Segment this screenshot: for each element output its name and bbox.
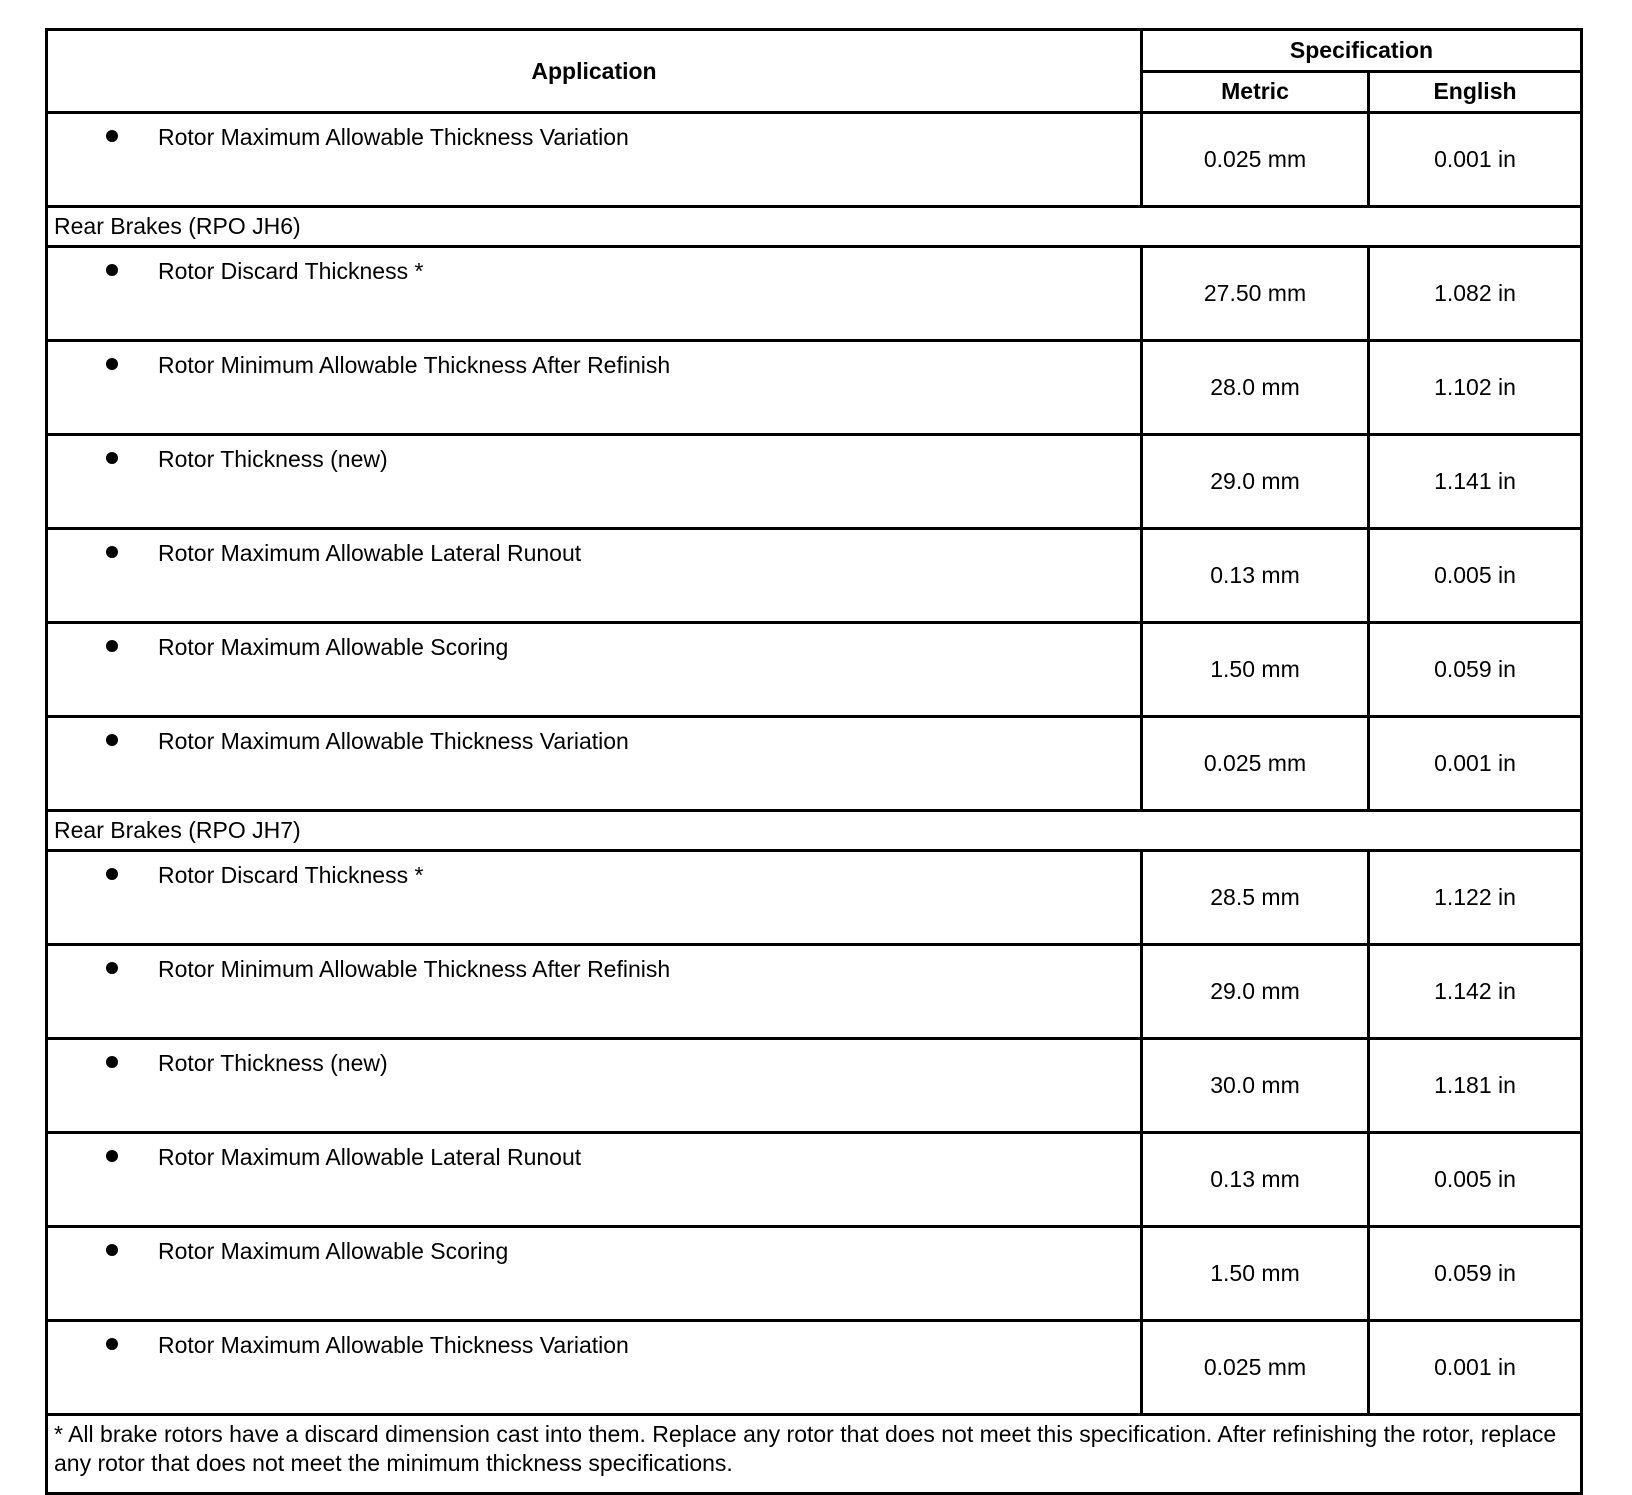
metric-value: 0.025 mm — [1142, 113, 1369, 207]
table-row — [47, 1321, 1582, 1415]
application-cell — [47, 113, 1142, 207]
table-row — [47, 529, 1582, 623]
table-row — [47, 1227, 1582, 1321]
english-value: 0.059 in — [1369, 623, 1582, 717]
table-row — [47, 247, 1582, 341]
table-row — [47, 1039, 1582, 1133]
bullet-icon — [106, 1244, 118, 1256]
table-body — [47, 113, 1582, 1415]
item-label: Rotor Discard Thickness * — [158, 862, 424, 888]
bullet-icon — [106, 264, 118, 276]
bullet-icon — [106, 962, 118, 974]
item-label: Rotor Minimum Allowable Thickness After Refinish — [158, 352, 671, 378]
english-value: 1.122 in — [1369, 851, 1582, 945]
english-value: 1.181 in — [1369, 1039, 1582, 1133]
item-label: Rotor Maximum Allowable Lateral Runout — [158, 1144, 582, 1170]
metric-value: 29.0 mm — [1142, 945, 1369, 1039]
metric-value: 0.025 mm — [1142, 717, 1369, 811]
table-header — [47, 30, 1582, 113]
english-value: 1.142 in — [1369, 945, 1582, 1039]
english-value: 1.082 in — [1369, 247, 1582, 341]
application-cell — [47, 435, 1142, 529]
table-row — [47, 717, 1582, 811]
item-label: Rotor Discard Thickness * — [158, 258, 424, 284]
table-row — [47, 435, 1582, 529]
application-cell — [47, 717, 1142, 811]
bullet-icon — [106, 640, 118, 652]
item-label: Rotor Minimum Allowable Thickness After Refinish — [158, 956, 671, 982]
table-row — [47, 113, 1582, 207]
metric-value: 29.0 mm — [1142, 435, 1369, 529]
application-header: Application — [47, 30, 1142, 113]
metric-value: 1.50 mm — [1142, 1227, 1369, 1321]
table-row — [47, 1133, 1582, 1227]
application-cell — [47, 945, 1142, 1039]
footnote: * All brake rotors have a discard dimension cast into them. Replace any rotor that does not meet this specification. After refinishing the rotor, replace any rotor that does not meet the minimum thickness specifications. — [47, 1415, 1582, 1494]
english-header: English — [1369, 71, 1582, 113]
english-value: 0.005 in — [1369, 529, 1582, 623]
application-cell — [47, 1133, 1142, 1227]
metric-value: 1.50 mm — [1142, 623, 1369, 717]
item-label: Rotor Thickness (new) — [158, 446, 388, 472]
english-value: 1.102 in — [1369, 341, 1582, 435]
english-value: 1.141 in — [1369, 435, 1582, 529]
metric-header: Metric — [1142, 71, 1369, 113]
english-value: 0.005 in — [1369, 1133, 1582, 1227]
specification-header: Specification — [1142, 30, 1582, 72]
table-row — [47, 945, 1582, 1039]
section-row — [47, 207, 1582, 247]
item-label: Rotor Thickness (new) — [158, 1050, 388, 1076]
bullet-icon — [106, 868, 118, 880]
item-label: Rotor Maximum Allowable Thickness Variation — [158, 124, 629, 150]
metric-value: 30.0 mm — [1142, 1039, 1369, 1133]
metric-value: 0.025 mm — [1142, 1321, 1369, 1415]
metric-value: 27.50 mm — [1142, 247, 1369, 341]
table-row — [47, 851, 1582, 945]
item-label: Rotor Maximum Allowable Thickness Variation — [158, 728, 629, 754]
application-cell — [47, 341, 1142, 435]
item-label: Rotor Maximum Allowable Thickness Variation — [158, 1332, 629, 1358]
application-cell — [47, 1227, 1142, 1321]
section-label: Rear Brakes (RPO JH7) — [47, 811, 1582, 851]
application-cell — [47, 1039, 1142, 1133]
application-cell — [47, 1321, 1142, 1415]
bullet-icon — [106, 1338, 118, 1350]
bullet-icon — [106, 452, 118, 464]
application-cell — [47, 529, 1142, 623]
metric-value: 0.13 mm — [1142, 529, 1369, 623]
bullet-icon — [106, 358, 118, 370]
english-value: 0.001 in — [1369, 717, 1582, 811]
metric-value: 28.0 mm — [1142, 341, 1369, 435]
section-row — [47, 811, 1582, 851]
item-label: Rotor Maximum Allowable Scoring — [158, 1238, 509, 1264]
item-label: Rotor Maximum Allowable Scoring — [158, 634, 509, 660]
bullet-icon — [106, 1056, 118, 1068]
metric-value: 28.5 mm — [1142, 851, 1369, 945]
table-row — [47, 341, 1582, 435]
application-cell — [47, 247, 1142, 341]
english-value: 0.001 in — [1369, 113, 1582, 207]
application-cell — [47, 851, 1142, 945]
english-value: 0.059 in — [1369, 1227, 1582, 1321]
bullet-icon — [106, 546, 118, 558]
english-value: 0.001 in — [1369, 1321, 1582, 1415]
item-label: Rotor Maximum Allowable Lateral Runout — [158, 540, 582, 566]
specification-table — [45, 28, 1583, 1495]
bullet-icon — [106, 1150, 118, 1162]
bullet-icon — [106, 130, 118, 142]
section-label: Rear Brakes (RPO JH6) — [47, 207, 1582, 247]
table-row — [47, 623, 1582, 717]
metric-value: 0.13 mm — [1142, 1133, 1369, 1227]
application-cell — [47, 623, 1142, 717]
bullet-icon — [106, 734, 118, 746]
